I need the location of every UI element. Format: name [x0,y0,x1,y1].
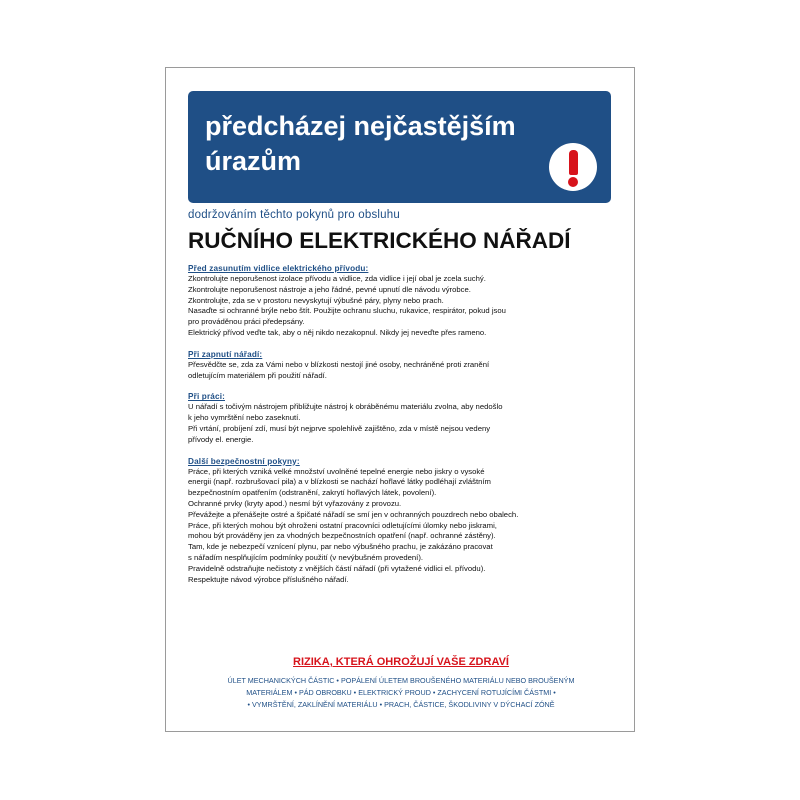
instruction-section [188,457,612,586]
risks-list [186,675,616,712]
section-title: Při práci: [188,392,225,402]
instruction-section [188,264,612,339]
banner-title-line-2: úrazům [205,146,302,176]
instruction-line: Ochranné prvky (kryty apod.) nesmí být vyřazovány z provozu. [188,498,402,508]
instruction-line: přívody el. energie. [188,434,254,444]
title-banner [188,91,611,203]
section-title: Před zasunutím vidlice elektrického přívodu: [188,264,369,273]
main-title: RUČNÍHO ELEKTRICKÉHO NÁŘADÍ [188,228,571,253]
exclamation-warning-icon [549,143,597,191]
instruction-line: Přesvědčte se, zda za Vámi nebo v blízkosti nestojí jiné osoby, nechráněné proti zranění [188,359,490,369]
instruction-line: U nářadí s točivým nástrojem přibližujte nástroj k obráběnému materiálu zvolna, aby nedošlo [188,402,503,412]
instruction-line: Zkontrolujte, zda se v prostoru nevyskytují výbušné páry, plyny nebo prach. [188,295,444,305]
instruction-line: Zkontrolujte neporušenost nástroje a jeho řádné, pevné upnutí dle návodu výrobce. [188,284,471,294]
instruction-line: k jeho vymrštění nebo zaseknutí. [188,413,301,423]
instruction-line: odletujícím materiálem při použití nářadí. [188,370,327,380]
risk-line: MATERIÁLEM • PÁD OBROBKU • ELEKTRICKÝ PROUD • ZACHYCENÍ ROTUJÍCÍMI ČÁSTMI • [246,688,556,698]
banner-title-line-1: předcházej nejčastějším [205,111,516,141]
instruction-line: mohou být prováděny jen za vhodných bezpečnostních opatření (např. ochranné zástěny). [188,531,496,541]
risk-line: • VYMRŠTĚNÍ, ZAKLÍNĚNÍ MATERIÁLU • PRACH, ČÁSTICE, ŠKODLIVINY V DÝCHACÍ ZÓNĚ [247,700,555,710]
instruction-line: Nasaďte si ochranné brýle nebo štít. Použijte ochranu sluchu, rukavice, respirátor, pokud jsou [188,306,506,316]
instruction-line: Při vrtání, probíjení zdí, musí být nejprve spolehlivě zajištěno, zda v místě nejsou vedeny [188,423,491,433]
instruction-line: Respektujte návod výrobce příslušného nářadí. [188,574,349,584]
instruction-line: Zkontrolujte neporušenost izolace přívodu a vidlice, zda vidlice i její obal je zcela suchý. [188,274,486,283]
subtitle: dodržováním těchto pokynů pro obsluhu [188,209,400,221]
instruction-line: Elektrický přívod veďte tak, aby o něj nikdo nezakopnul. Nikdy jej neveďte přes rameno. [188,327,487,337]
instruction-line: Tam, kde je nebezpečí vznícení plynu, par nebo výbušného prachu, je zakázáno pracovat [188,542,493,552]
safety-poster [165,67,635,732]
risks-title: RIZIKA, KTERÁ OHROŽUJÍ VAŠE ZDRAVÍ [293,656,509,668]
instruction-line: Práce, při kterých mohou být ohroženi ostatní pracovníci odletujícími úlomky nebo jiskrami, [188,520,497,530]
instruction-line: energii (např. rozbrušovací pila) a v blízkosti se nachází hořlavé látky podléhají zvláštním [188,477,491,487]
instruction-line: Práce, při kterých vzniká velké množství uvolněné tepelné energie nebo jiskry o vysoké [188,466,485,476]
instruction-line: s nářadím nesplňujícím podmínky použití (v nevýbušném provedení). [188,552,424,562]
instruction-line: pro prováděnou práci předepsány. [188,317,305,327]
instruction-section [188,350,612,382]
instruction-line: bezpečnostním opatřením (odstranění, zakrytí hořlavých látek, povolení). [188,488,437,498]
instruction-section [188,392,612,445]
section-title: Při zapnutí nářadí: [188,349,263,359]
banner-title [205,109,565,179]
instruction-line: Pravidelně odstraňujte nečistoty z vnějších částí nářadí (při vytažené vidlici el. přívodu). [188,563,486,573]
section-title: Další bezpečnostní pokyny: [188,456,300,466]
instruction-line: Převážejte a přenášejte ostré a špičaté nářadí se smí jen v ochranných pouzdrech nebo obalech. [188,509,519,519]
instructions [188,264,612,596]
risk-line: ÚLET MECHANICKÝCH ČÁSTIC • POPÁLENÍ ÚLETEM BROUŠENÉHO MATERIÁLU NEBO BROUŠENÝM [227,676,575,685]
